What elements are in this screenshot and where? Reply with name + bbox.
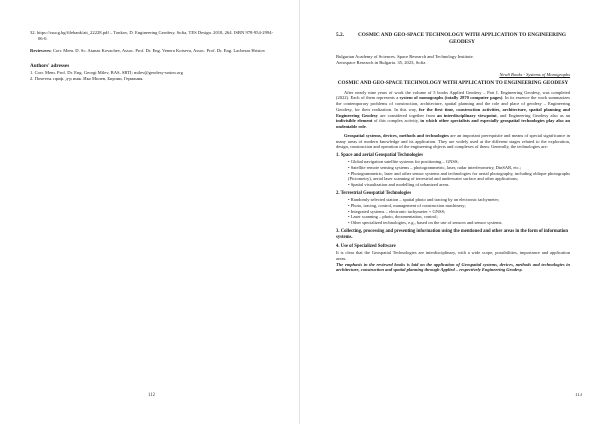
text-run: , and Engineering Geodesy also as an — [496, 112, 570, 118]
reviewers — [30, 48, 275, 54]
heading-specialized-software: 4. Use of Specialized Software — [336, 243, 396, 249]
section-heading — [336, 32, 570, 45]
text-run: . — [365, 124, 367, 130]
list-item: • Spatial visualization and modelling of urbanized areas. — [348, 182, 450, 188]
org-line-1: Bulgarian Academy of Sciences. Space Research and Technology Institute. — [336, 54, 474, 60]
address-line-2: 2. Почетен. проф. д-р инж. Ико Милев, Бирзии, Германия. — [30, 75, 144, 81]
list-item: • Other specialized technologies, e.g., based on the use of sensors and sensor systems. — [348, 220, 503, 226]
text-run: are considered together from — [377, 112, 437, 118]
geospatial-paragraph — [336, 133, 570, 150]
heading-terrestrial: 2. Terrestrial Geospatial Technologies — [336, 190, 412, 196]
book-title: COSMIC AND GEO-SPACE TECHNOLOGY WITH APPLICATION TO ENGINEERING GEODESY — [337, 80, 569, 87]
series-label: NewS Books - Systems of Monographs — [499, 72, 570, 78]
page-number-right: 113 — [575, 393, 583, 398]
text-run: After nearly nine years of work the volume of 5 books Applied Geodesy – Part I. Engineering Geodesy, was completed (2022). Each of them represents a — [336, 89, 570, 101]
bold-text-run: in which other specialists and especially geospatial technologies play also an undeniable role — [336, 118, 570, 130]
list-item: • Photogrammetric, laser and other sensor systems and technologies for aerial photography, including oblique photographs (Pictometry), aerial laser scanning of terrestrial and underwater surface and other applications; — [348, 170, 570, 182]
list-item: • Randomly selected station – spatial photo and tracing by an electronic tachymeter; — [348, 197, 500, 203]
emphasis-paragraph: The emphasis in the reviewed books is laid on the application of Geospatial systems, devices, methods and technologies in architecture, construction and spatial planning through Applied – respectively Engineering Geodesy. — [336, 261, 570, 273]
heading-information-systems: 3. Collecting, processing and presenting information using the mentioned and other areas in the form of information systems. — [336, 228, 568, 240]
org-line-2: Aerospace Research in Bulgaria. 35, 2023, Sofia — [336, 60, 426, 66]
list-item: • Photo, tracing, control, management of construction machinery; — [348, 202, 466, 208]
reviewers-label: Reviewers: — [30, 48, 52, 54]
bold-text-run: for the first time, construction activities, architecture, spatial planning and Engineering Geodesy — [336, 106, 571, 118]
authors-addresses-title: Authors' adresses — [30, 62, 70, 69]
list-item: • Satellite remote sensing systems – photogrammetric, laser, radar interferometry, DinSAR, etc.; — [348, 164, 522, 170]
conclusion-paragraph: It is clear that the Geospatial Technologies are interdisciplinary, with a wide scope, possibilities, importance and application areas. — [336, 250, 570, 261]
reviewers-text: Corr. Mem. D. Sc. Atanas Kovachev, Assoc. Prof. Dr. Eng. Venera Kotseva, Assoc. Prof. Dr. Eng. Lachezar Hristov — [51, 48, 266, 54]
right-page — [300, 0, 600, 424]
list-item: • Global navigation satellite systems for positioning – GNSS; — [348, 159, 459, 165]
list-item: • Laser scanning – photo, documentation, control; — [348, 214, 438, 220]
address-line-1: 1. Corr. Mem. Prof. Dr. Eng. Georgi Milev, BAS, SRTI; milev@geodesy-union.org — [30, 69, 183, 75]
text-run: . In its essence the work summarizes the contemporary problems of construction, architecture, spatial planning and the role and place of geodesy – Engineering Geodesy, for their realization. In this way, — [336, 95, 570, 112]
right-page-content — [336, 32, 570, 273]
bold-text-run: indivisible element — [336, 118, 373, 124]
bold-text-run: an interdisciplinary viewpoint — [436, 112, 497, 118]
heading-space-aerial: 1. Space and aerial Geospatial Technologies — [336, 153, 423, 159]
section-number: 5.2. — [336, 32, 344, 38]
bold-text-run: Geospatial systems, devices, methods and technologies — [344, 132, 449, 138]
reference-item: 32. https://ssucg.bg/filebank/att_22228.pdf – Tonkov, D. Engineering Geodesy. Sofia, TES Design. 2018, 264. ISBN 978-954-2994-06-0. — [30, 30, 273, 42]
list-item: • Integrated systems – electronic tachymeter + GNSS; — [348, 208, 446, 214]
bold-text-run: system of monographs (totally 2870 computer pages) — [399, 95, 503, 101]
section-title: COSMIC AND GEO-SPACE TECHNOLOGY WITH APPLICATION TO ENGINEERING GEODESY — [357, 32, 567, 45]
left-page-content — [30, 30, 275, 82]
text-run: are an important prerequisite and means of special significance in many areas of modern knowledge and its application. They are widely used at the different stages related to the exploration, design, construction and operation of the engineering objects and complexes of them. Generally, the technologies are: — [336, 132, 570, 150]
intro-paragraph — [336, 90, 570, 130]
text-run: of this complex activity, — [372, 118, 421, 124]
page-number-left: 112 — [148, 393, 156, 398]
